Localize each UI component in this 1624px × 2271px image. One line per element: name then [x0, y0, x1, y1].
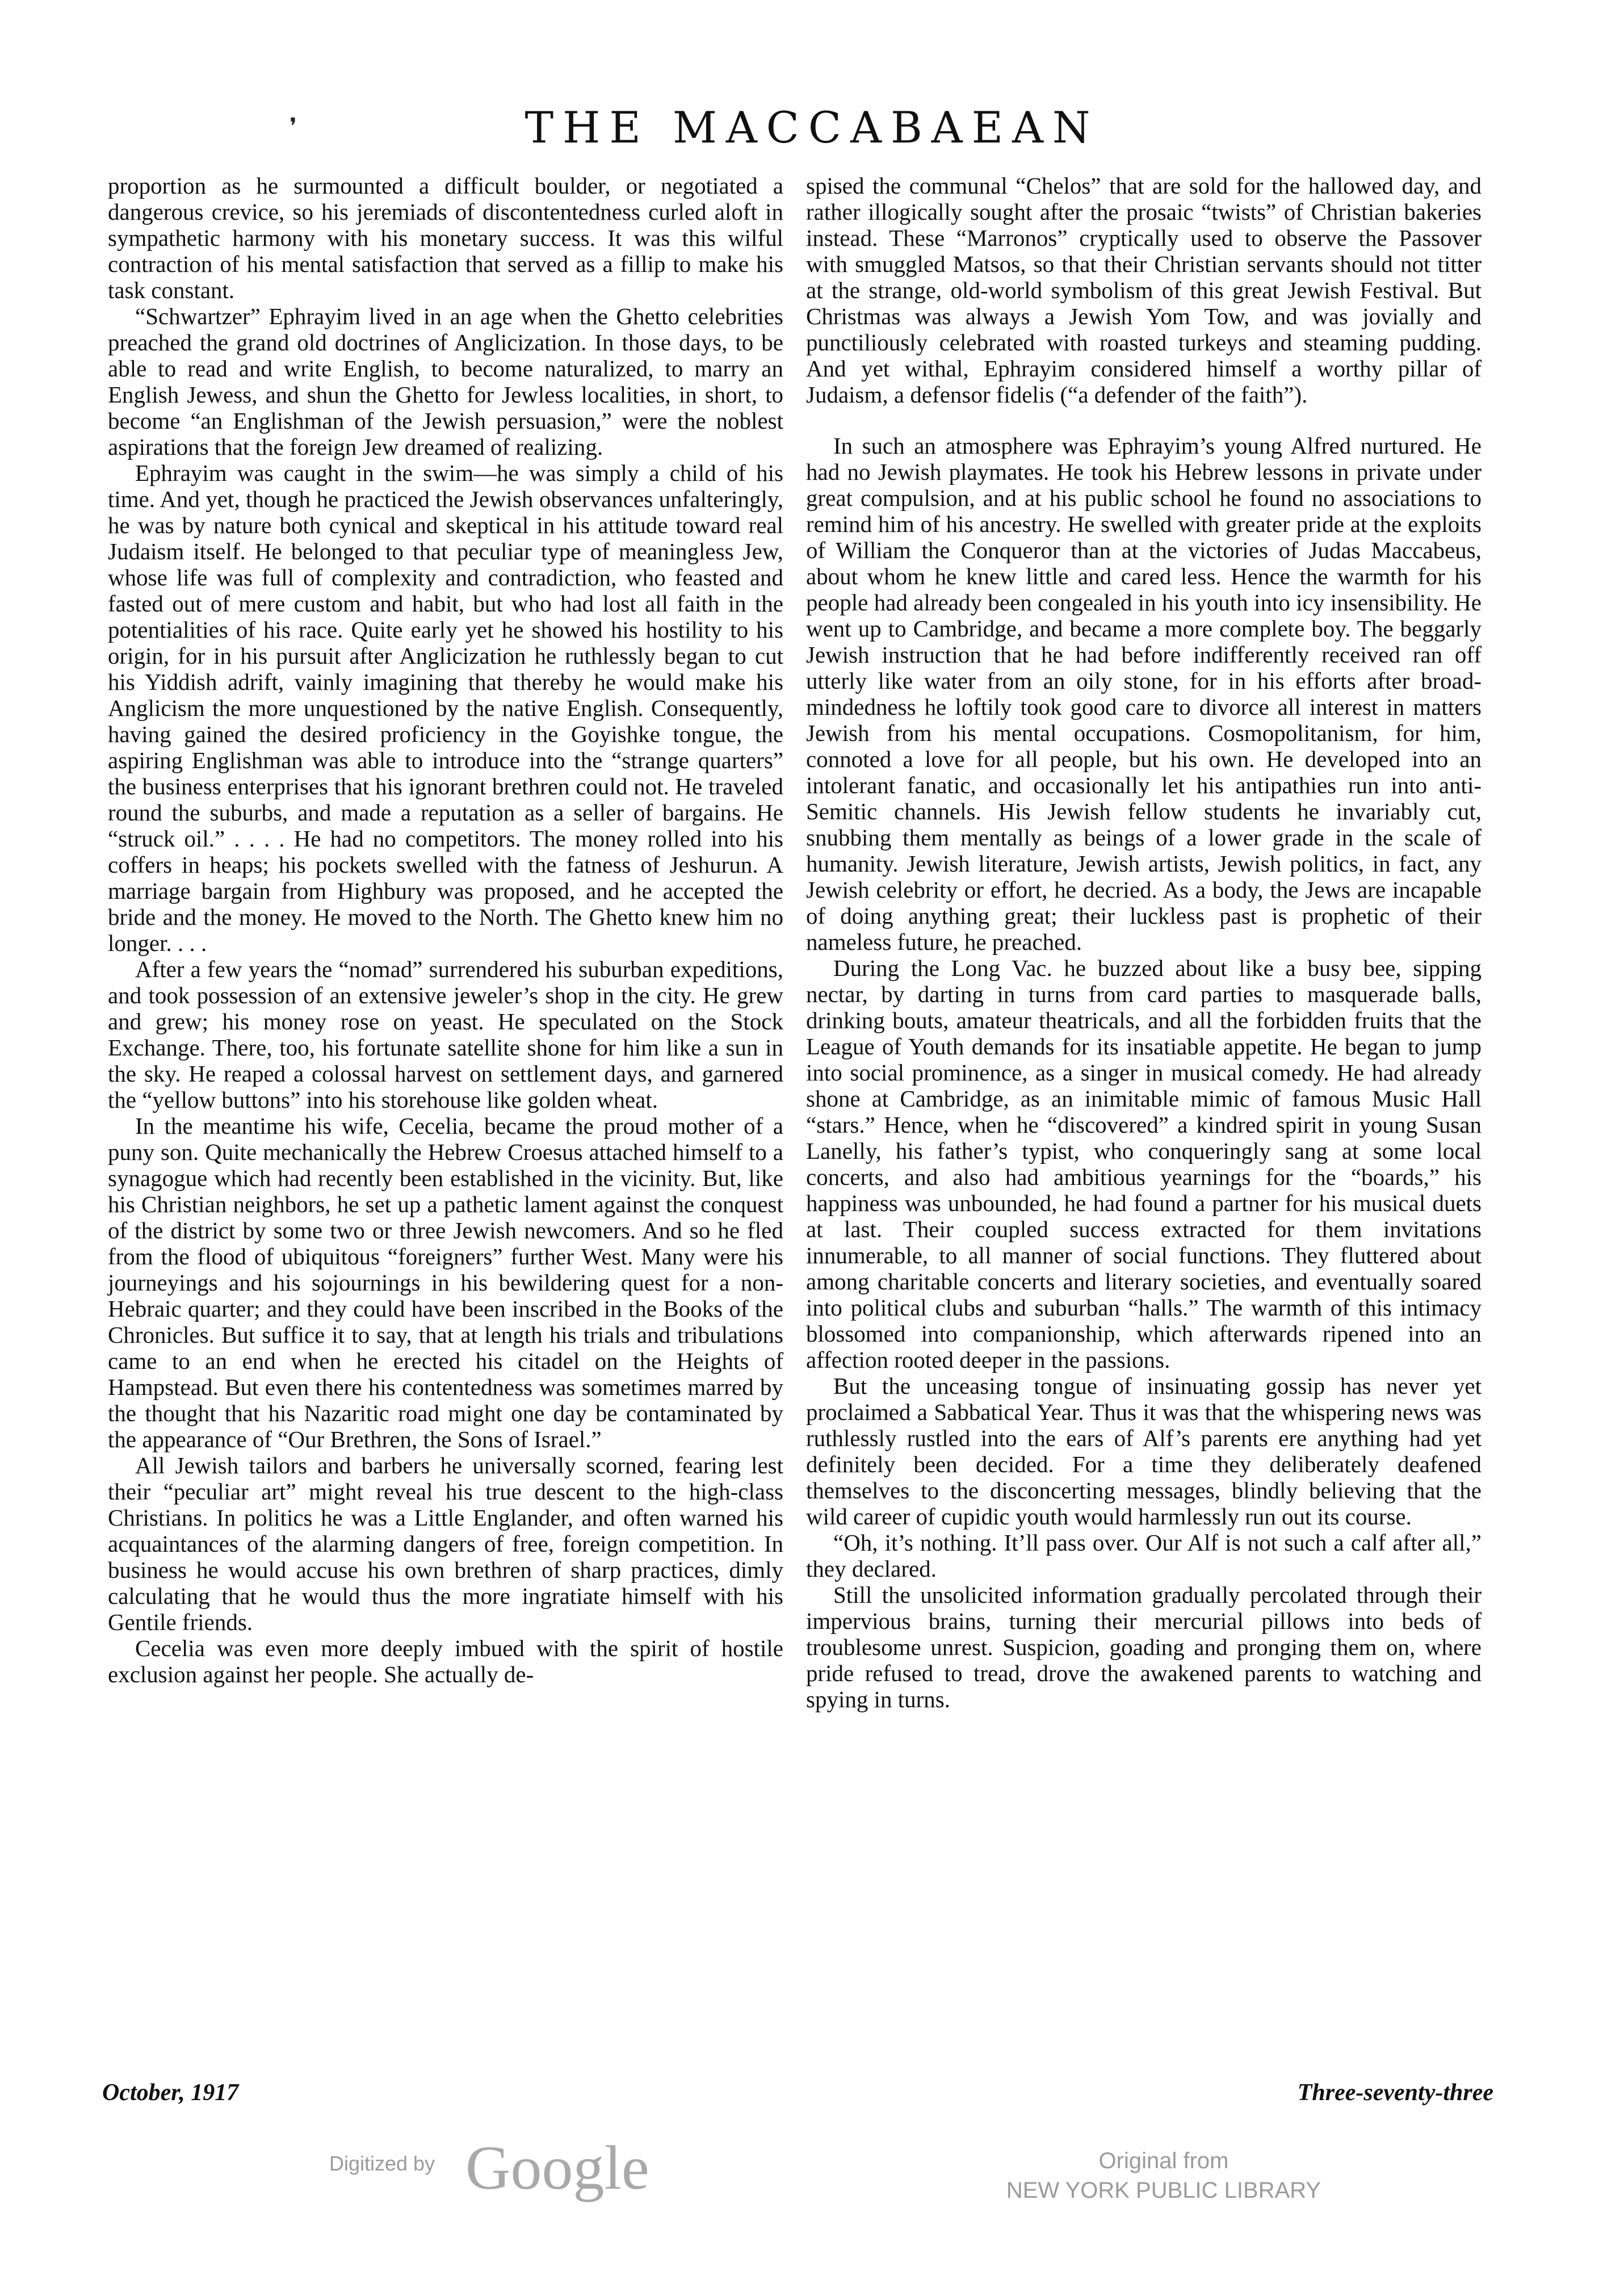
paragraph: After a few years the “nomad” surrendered his suburban expeditions, and took possession of an extensive jeweler’s shop in the city. He grew and grew; his money rose on yeast. He speculated on the Stock Exchange. There, too, his fortunate satellite shone for him like a sun in the sky. He reaped a colossal harvest on settlement days, and garnered the “yellow buttons” into his storehouse like golden wheat.	[108, 956, 783, 1113]
left-column	[108, 173, 783, 1687]
journal-title: THE MACCABAEAN	[524, 102, 1100, 153]
paragraph: But the unceasing tongue of insinuating gossip has never yet proclaimed a Sabbatical Year. Thus it was that the whispering news was ruthlessly rustled into the ears of Alf’s parents ere anything had yet definitely been decided. For a time they deliberately deafened themselves to the disconcerting messages, blindly believing that the wild career of cupidic youth would harmlessly run out its course.	[806, 1373, 1482, 1530]
paragraph: “Schwartzer” Ephrayim lived in an age when the Ghetto celebrities preached the grand old doctrines of Anglicization. In those days, to be able to read and write English, to become naturalized, to marry an English Jewess, and shun the Ghetto for Jewless localities, in short, to become “an Englishman of the Jewish persuasion,” were the noblest aspirations that the foreign Jew dreamed of realizing.	[108, 303, 783, 460]
google-logo: Google	[465, 2133, 649, 2202]
paragraph: During the Long Vac. he buzzed about like a busy bee, sipping nectar, by darting in turns from card parties to masquerade balls, drinking bouts, amateur theatricals, and all the forbidden fruits that the League of Youth demands for its insatiable appetite. He began to jump into social prominence, as a singer in musical comedy. He had already shone at Cambridge, as an inimitable mimic of famous Music Hall “stars.” Hence, when he “discovered” a kindred spirit in young Susan Lanelly, his father’s typist, who conqueringly sang at some local concerts, and also had ambitious yearnings for the “boards,” his happiness was unbounded, he had found a partner for his musical duets at last. Their coupled success extracted for them invitations innumerable, to all manner of social functions. They fluttered about among charitable concerts and literary societies, and eventually soared into political clubs and suburban “halls.” The warmth of this intimacy blossomed into companionship, which afterwards ripened into an affection rooted deeper in the passions.	[806, 955, 1482, 1373]
paragraph: Ephrayim was caught in the swim—he was simply a child of his time. And yet, though he practiced the Jewish observances unfalteringly, he was by nature both cynical and skeptical in his attitude toward real Judaism itself. He belonged to that peculiar type of meaningless Jew, whose life was full of complexity and contradiction, who feasted and fasted out of mere custom and habit, but who had lost all faith in the potentialities of his race. Quite early yet he showed his hostility to his origin, for in his pursuit after Anglicization he ruthlessly began to cut his Yiddish adrift, vainly imagining that thereby he would make his Anglicism the more unquestioned by the native English. Consequently, having gained the desired proficiency in the Goyishke tongue, the aspiring Englishman was able to introduce into the “strange quarters” the business enterprises that his ignorant brethren could not. He traveled round the suburbs, and made a reputation as a seller of bargains. He “struck oil.” . . . . He had no competitors. The money rolled into his coffers in heaps; his pockets swelled with the fatness of Jeshurun. A marriage bargain from Highbury was proposed, and he accepted the bride and the money. He moved to the North. The Ghetto knew him no longer. . . .	[108, 460, 783, 956]
original-from-label: Original from	[1098, 2148, 1229, 2173]
margin-mark: ❜	[289, 114, 297, 140]
digitized-by-label: Digitized by	[329, 2152, 435, 2175]
paragraph: Still the unsolicited information gradually percolated through their impervious brains, turning their mercurial pillows into beds of troublesome unrest. Suspicion, goading and pronging them on, where pride refused to tread, drove the awakened parents to watching and spying in turns.	[806, 1582, 1482, 1712]
paragraph: “Oh, it’s nothing. It’ll pass over. Our Alf is not such a calf after all,” they declared.	[806, 1530, 1482, 1582]
right-column	[806, 173, 1482, 1712]
paragraph: Cecelia was even more deeply imbued with the spirit of hostile exclusion against her people. She actually de-	[108, 1635, 783, 1687]
paragraph: In such an atmosphere was Ephrayim’s young Alfred nurtured. He had no Jewish playmates. He took his Hebrew lessons in private under great compulsion, and at his public school he found no associations to remind him of his ancestry. He swelled with greater pride at the exploits of William the Conqueror than at the victories of Judas Maccabeus, about whom he knew little and cared less. Hence the warmth for his people had already been congealed in his youth into icy insensibility. He went up to Cambridge, and became a more complete boy. The beggarly Jewish instruction that he had before indifferently received ran off utterly like water from an oily stone, for in his efforts after broad-mindedness he loftily took good care to divorce all interest in matters Jewish from his mental occupations. Cosmopolitanism, for him, connoted a love for all people, but his own. He developed into an intolerant fanatic, and occasionally let his antipathies run into anti-Semitic channels. His Jewish fellow students he invariably cut, snubbing them mentally as beings of a lower grade in the scale of humanity. Jewish literature, Jewish artists, Jewish politics, in fact, any Jewish celebrity or effort, he decried. As a body, the Jews are incapable of doing anything great; their luckless past is prophetic of their nameless future, he preached.	[806, 433, 1482, 955]
issue-date: October, 1917	[102, 2080, 239, 2106]
paragraph: In the meantime his wife, Cecelia, became the proud mother of a puny son. Quite mechanically the Hebrew Croesus attached himself to a synagogue which had recently been established in the vicinity. But, like his Christian neighbors, he set up a pathetic lament against the conquest of the district by some two or three Jewish newcomers. And so he fled from the flood of ubiquitous “foreigners” further West. Many were his journeyings and his sojournings in his bewildering quest for a non-Hebraic quarter; and they could have been inscribed in the Books of the Chronicles. But suffice it to say, that at length his trials and tribulations came to an end when he erected his citadel on the Heights of Hampstead. But even there his contentedness was sometimes marred by the thought that his Nazaritic road might one day be contaminated by the appearance of “Our Brethren, the Sons of Israel.”	[108, 1113, 783, 1452]
paragraph: spised the communal “Chelos” that are sold for the hallowed day, and rather illogically sought after the prosaic “twists” of Christian bakeries instead. These “Marronos” cryptically used to observe the Passover with smuggled Matsos, so that their Christian servants should not titter at the strange, old-world symbolism of this great Jewish Festival. But Christmas was always a Jewish Yom Tow, and was jovially and punctiliously celebrated with roasted turkeys and steaming pudding. And yet withal, Ephrayim considered himself a worthy pillar of Judaism, a defensor fidelis (“a defender of the faith”).	[806, 173, 1482, 408]
library-name: NEW YORK PUBLIC LIBRARY	[1006, 2178, 1321, 2203]
page-number: Three-seventy-three	[1297, 2080, 1493, 2106]
paragraph: proportion as he surmounted a difficult boulder, or negotiated a dangerous crevice, so his jeremiads of discontentedness curled aloft in sympathetic harmony with his monetary success. It was this wilful contraction of his mental satisfaction that served as a fillip to make his task constant.	[108, 173, 783, 303]
paragraph: All Jewish tailors and barbers he universally scorned, fearing lest their “peculiar art” might reveal his true descent to the high-class Christians. In politics he was a Little Englander, and often warned his acquaintances of the alarming dangers of free, foreign competition. In business he would accuse his own brethren of sharp practices, dimly calculating that he would thus the more ingratiate himself with his Gentile friends.	[108, 1452, 783, 1635]
library-credit	[965, 2146, 1362, 2205]
